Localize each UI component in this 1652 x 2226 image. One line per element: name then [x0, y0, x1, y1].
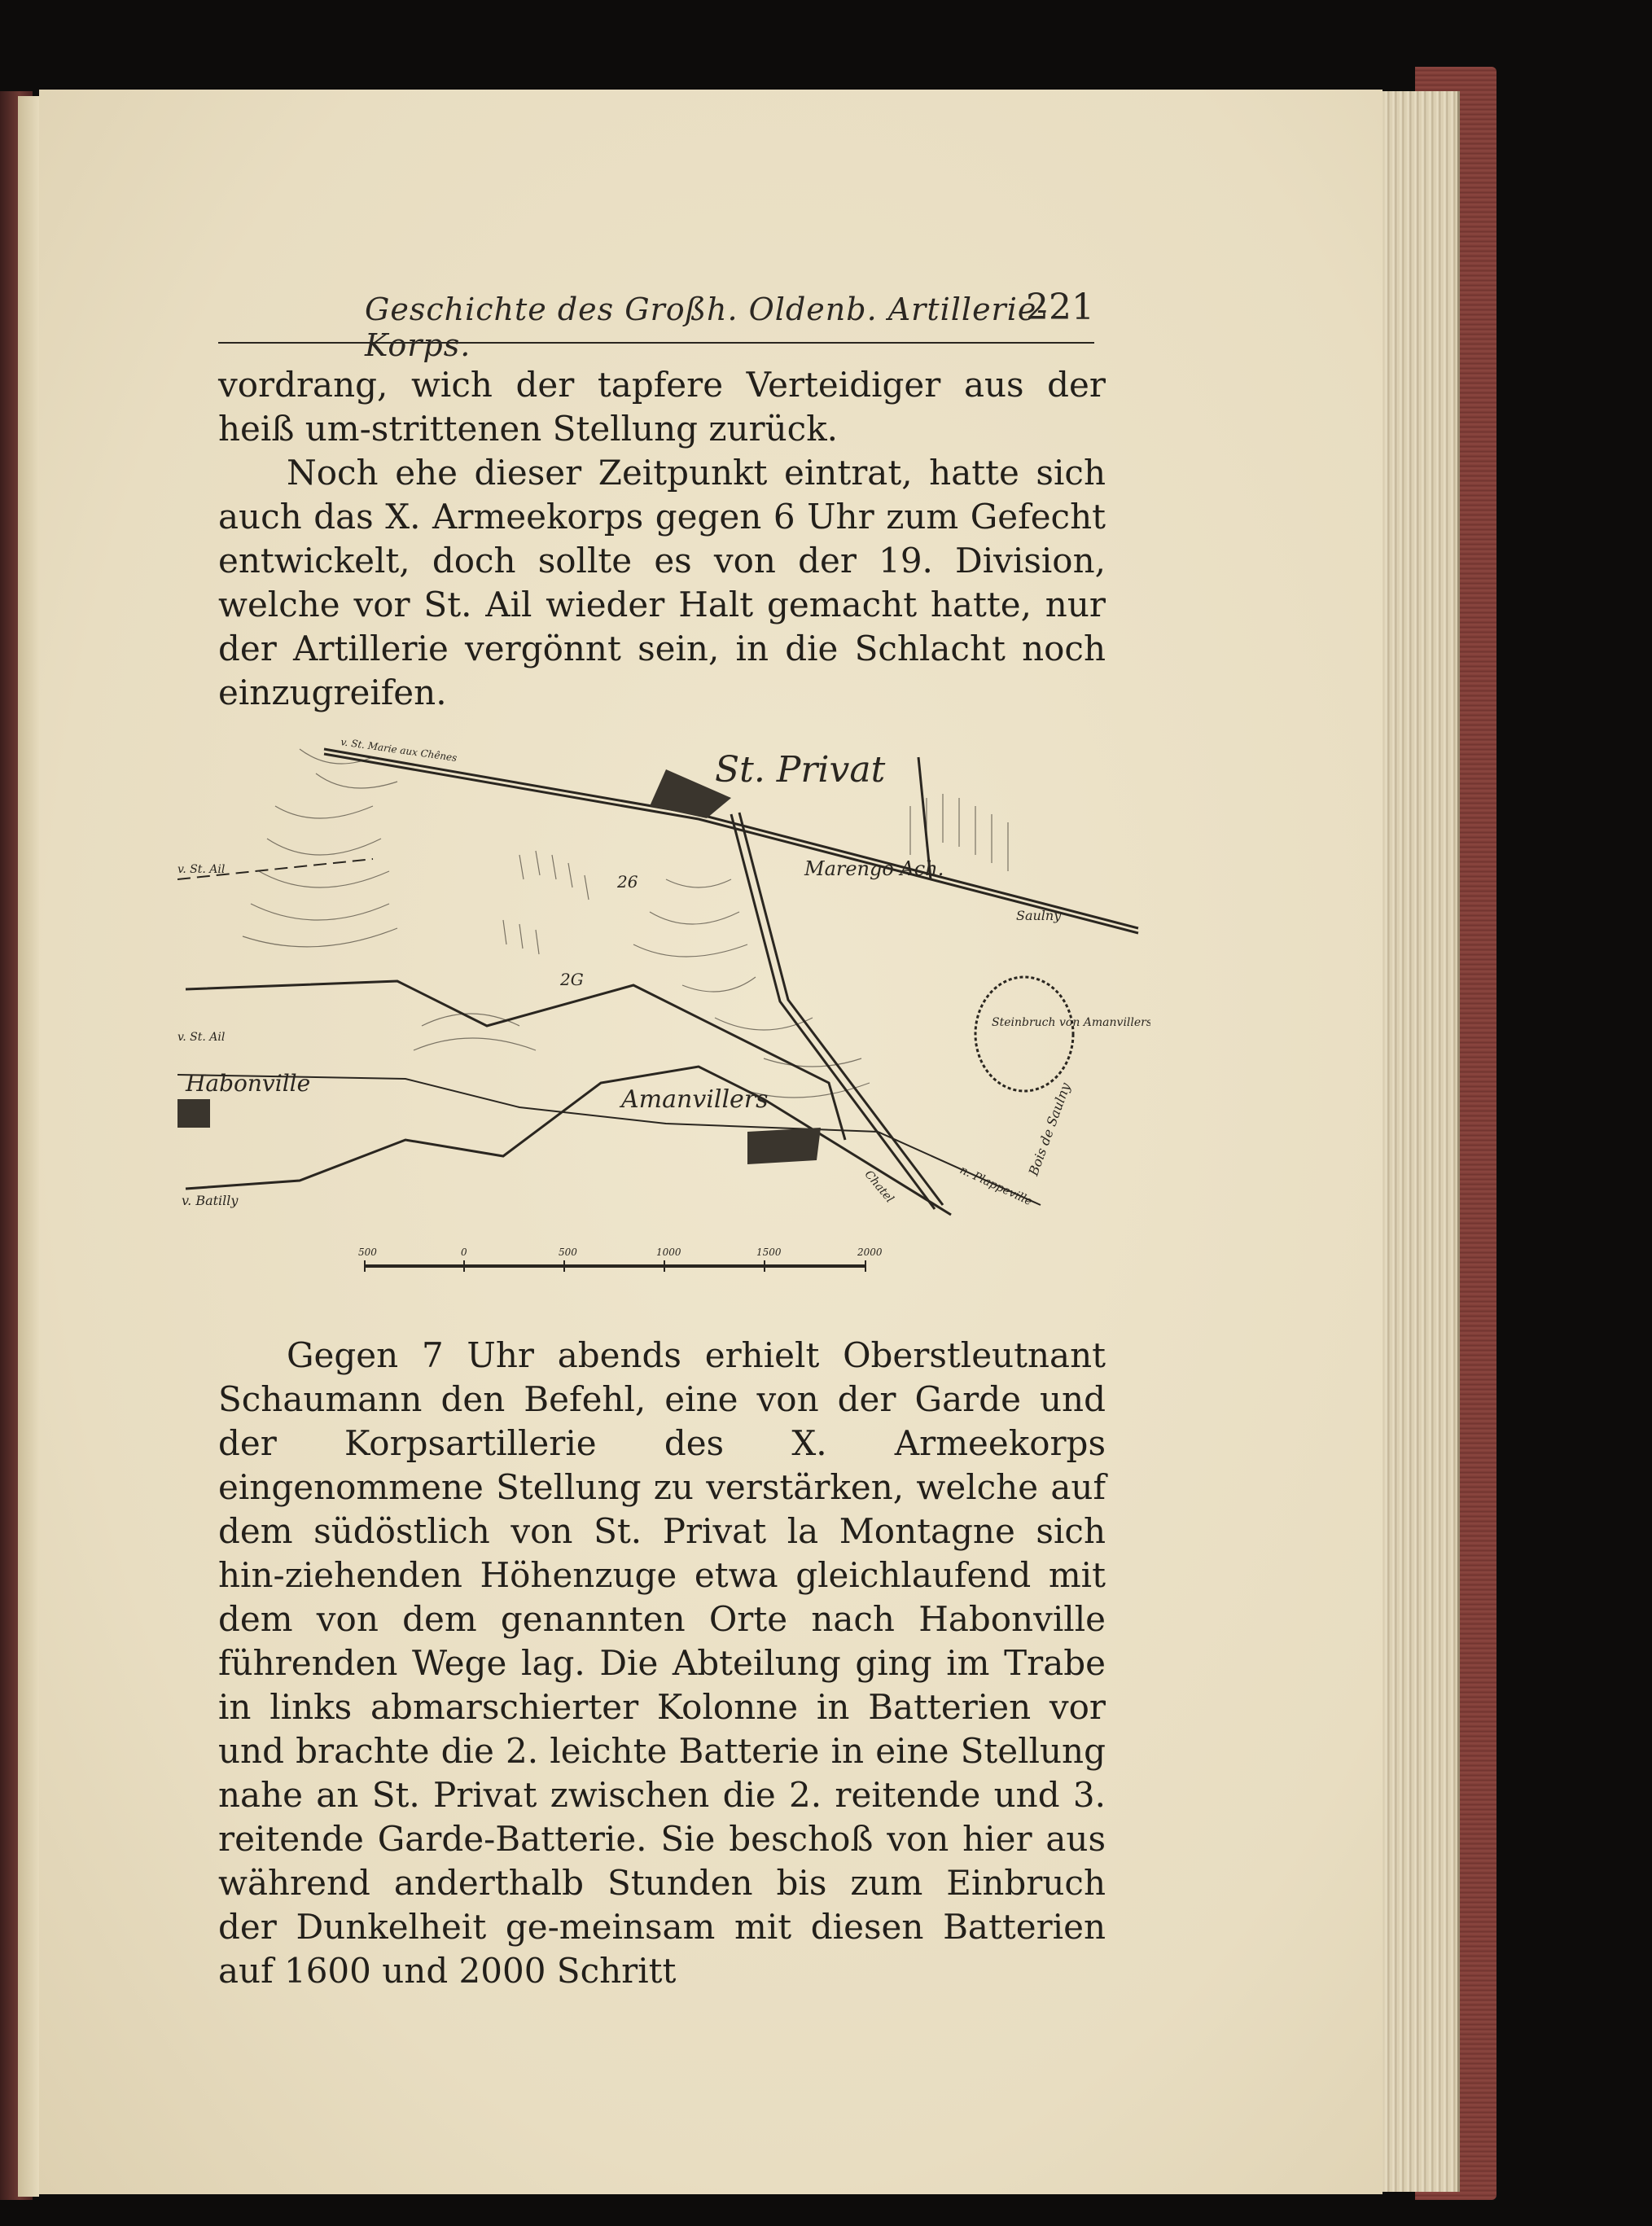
- scale-tick-label: 500: [559, 1247, 577, 1258]
- body-text-bottom: [218, 1334, 1106, 1993]
- map-label-ste-marie: v. St. Marie aux Chênes: [340, 736, 458, 765]
- quarry-outline: [975, 977, 1073, 1091]
- paragraph: vordrang, wich der tapfere Verteidiger aus der heiß um-strittenen Stellung zurück.: [218, 365, 1106, 449]
- scale-tick-label: 1500: [756, 1247, 782, 1258]
- running-head: Geschichte des Großh. Oldenb. Artillerie-Korps.: [365, 291, 1049, 363]
- paragraph: Gegen 7 Uhr abends erhielt Oberstleutnant Schaumann den Befehl, eine von der Garde und der Korpsartillerie des X. Armeekorps eingenommene Stellung zu verstärken, welche auf dem südöstlich von St. Privat la Montagne sich hin-ziehenden Höhenzuge etwa gleichlaufend mit dem von dem genannten Orte nach Habonville führenden Wege lag. Die Abteilung ging im Trabe in links abmarschierter Kolonne in Batterien vor und brachte die 2. leichte Batterie in eine Stellung nahe an St. Privat zwischen die 2. reitende und 3. reitende Garde-Batterie. Sie beschoß von hier aus während anderthalb Stunden bis zum Einbruch der Dunkelheit ge-meinsam mit diesen Batterien auf 1600 und 2000 Schritt: [218, 1335, 1106, 1991]
- village-habonville: [177, 1099, 210, 1128]
- scale-tick-label: 1000: [656, 1247, 681, 1258]
- scale-tick-label: 500: [358, 1247, 377, 1258]
- map-label-amanvillers: Amanvillers: [621, 1085, 769, 1114]
- map-label-st-ail-top: v. St. Ail: [177, 863, 226, 876]
- facing-page-edge: [18, 96, 39, 2197]
- page-number: 221: [1026, 287, 1094, 328]
- scale-tick-label: 0: [461, 1247, 467, 1258]
- map-marker-2g: 2G: [560, 970, 584, 989]
- map-label-bois-de-saulny: Bois de Saulny: [1025, 1080, 1074, 1178]
- body-text-top: [218, 363, 1106, 715]
- road-west: [186, 981, 845, 1140]
- map-label-marengo: Marengo Ach.: [804, 857, 944, 880]
- map-scale-bar: [358, 1247, 883, 1272]
- map-label-st-privat: St. Privat: [715, 749, 886, 791]
- page-header: [218, 282, 1094, 363]
- map-label-chatel: Chatel: [861, 1168, 896, 1206]
- page-edge-stack: [1376, 91, 1460, 2192]
- map-label-plappeville: n. Plappeville: [957, 1163, 1035, 1209]
- map-label-st-ail-mid: v. St. Ail: [177, 1031, 226, 1044]
- paragraph: Noch ehe dieser Zeitpunkt eintrat, hatte sich auch das X. Armeekorps gegen 6 Uhr zum Gefecht entwickelt, doch sollte es von der 19. Division, welche vor St. Ail wieder Halt gemacht hatte, nur der Artillerie vergönnt sein, in die Schlacht noch einzugreifen.: [218, 453, 1106, 712]
- map-marker-26: 26: [617, 872, 638, 892]
- map-label-batilly: v. Batilly: [182, 1193, 239, 1208]
- map-figure: [177, 716, 1150, 1299]
- battle-map: [177, 716, 1150, 1299]
- map-label-saulny-road: Saulny: [1016, 908, 1062, 923]
- scale-tick-label: 2000: [857, 1247, 883, 1258]
- map-label-steinbruch: Steinbruch von Amanvillers: [992, 1016, 1150, 1029]
- map-label-habonville: Habonville: [186, 1070, 311, 1097]
- village-amanvillers: [747, 1128, 821, 1164]
